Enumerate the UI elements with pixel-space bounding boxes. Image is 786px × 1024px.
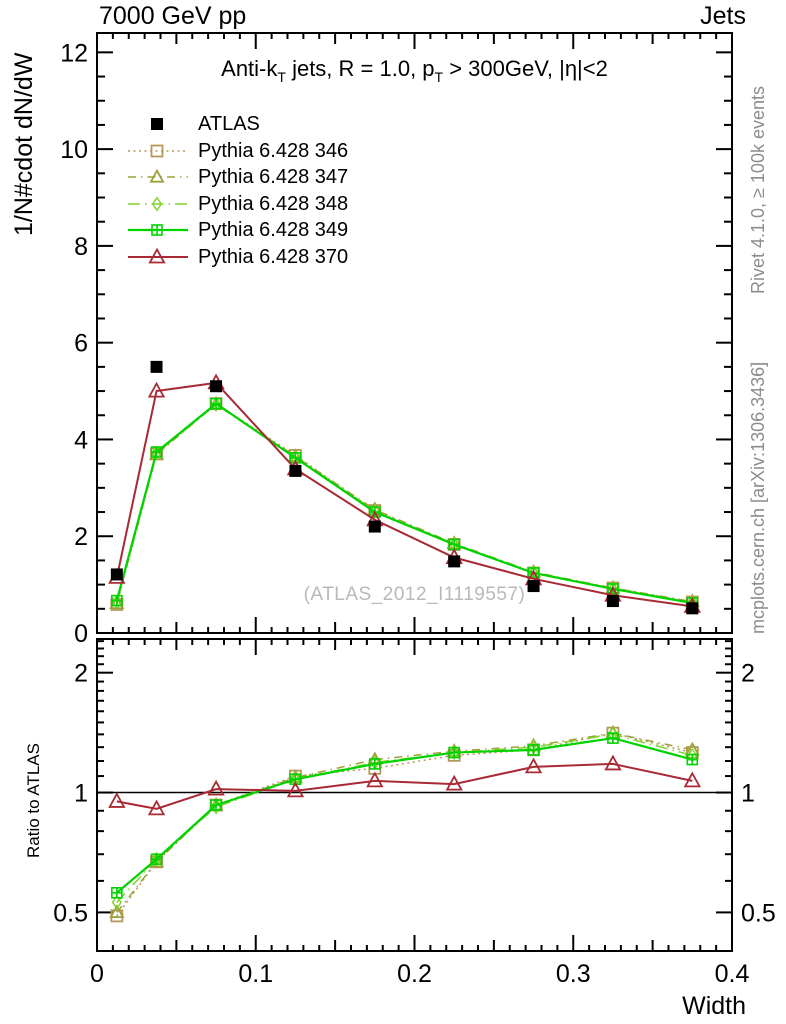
svg-text:6: 6	[74, 329, 88, 358]
legend-item-pythia-348	[126, 192, 348, 216]
legend-label: Pythia 6.428 346	[198, 139, 349, 162]
main-y-axis-title: 1/N#cdot dN/dW	[10, 52, 38, 236]
legend-item-pythia-346	[126, 139, 348, 163]
legend-marker-pythia-349	[126, 219, 192, 241]
legend-item-pythia-347	[126, 165, 348, 189]
legend-marker-pythia-347	[126, 166, 192, 188]
svg-text:0.5: 0.5	[53, 899, 88, 928]
mcplots-reference-note: mcplots.cern.ch [arXiv:1306.3436]	[748, 361, 768, 634]
plot-title-part2: jets, R = 1.0, p	[285, 56, 435, 81]
analysis-id-watermark: (ATLAS_2012_I1119557)	[303, 584, 526, 605]
legend-marker-atlas	[126, 113, 192, 135]
svg-text:0.2: 0.2	[397, 960, 432, 988]
plot-title-sub1: T	[277, 69, 286, 85]
svg-text:2: 2	[741, 659, 755, 688]
plot-title-part3: > 300GeV, |η|<2	[443, 56, 608, 81]
svg-text:0.1: 0.1	[238, 960, 274, 988]
legend-item-pythia-349	[126, 218, 348, 242]
legend-label: Pythia 6.428 370	[198, 245, 349, 268]
legend-label: Pythia 6.428 348	[198, 192, 349, 215]
legend-label: Pythia 6.428 349	[198, 218, 349, 241]
svg-text:0: 0	[90, 960, 104, 988]
ratio-y-axis-title: Ratio to ATLAS	[24, 743, 43, 858]
beam-title: 7000 GeV pp	[99, 2, 247, 30]
svg-text:10: 10	[60, 136, 88, 165]
legend-marker-pythia-348	[126, 193, 192, 215]
svg-text:0.3: 0.3	[555, 960, 591, 988]
svg-text:1: 1	[741, 779, 755, 808]
svg-text:0.4: 0.4	[714, 960, 750, 988]
svg-text:2: 2	[74, 523, 88, 552]
legend-item-pythia-370	[126, 245, 348, 269]
rivet-version-note: Rivet 4.1.0, ≥ 100k events	[748, 86, 768, 294]
legend-label: Pythia 6.428 347	[198, 165, 349, 188]
plot-title-sub2: T	[434, 69, 444, 85]
legend-marker-pythia-370	[126, 246, 192, 268]
plot-title-part1: Anti-k	[221, 56, 278, 81]
observable-group-title: Jets	[700, 2, 746, 30]
svg-text:0: 0	[74, 620, 88, 648]
plot-title	[97, 56, 732, 85]
legend-marker-pythia-346	[126, 140, 192, 162]
svg-text:12: 12	[60, 39, 88, 68]
legend-item-atlas	[126, 112, 260, 136]
legend-label: ATLAS	[198, 112, 260, 135]
x-axis-title: Width	[682, 992, 746, 1020]
svg-text:8: 8	[74, 232, 88, 261]
svg-text:0.5: 0.5	[741, 899, 776, 928]
svg-text:2: 2	[74, 659, 88, 688]
svg-text:4: 4	[74, 426, 88, 455]
svg-text:1: 1	[74, 779, 88, 808]
